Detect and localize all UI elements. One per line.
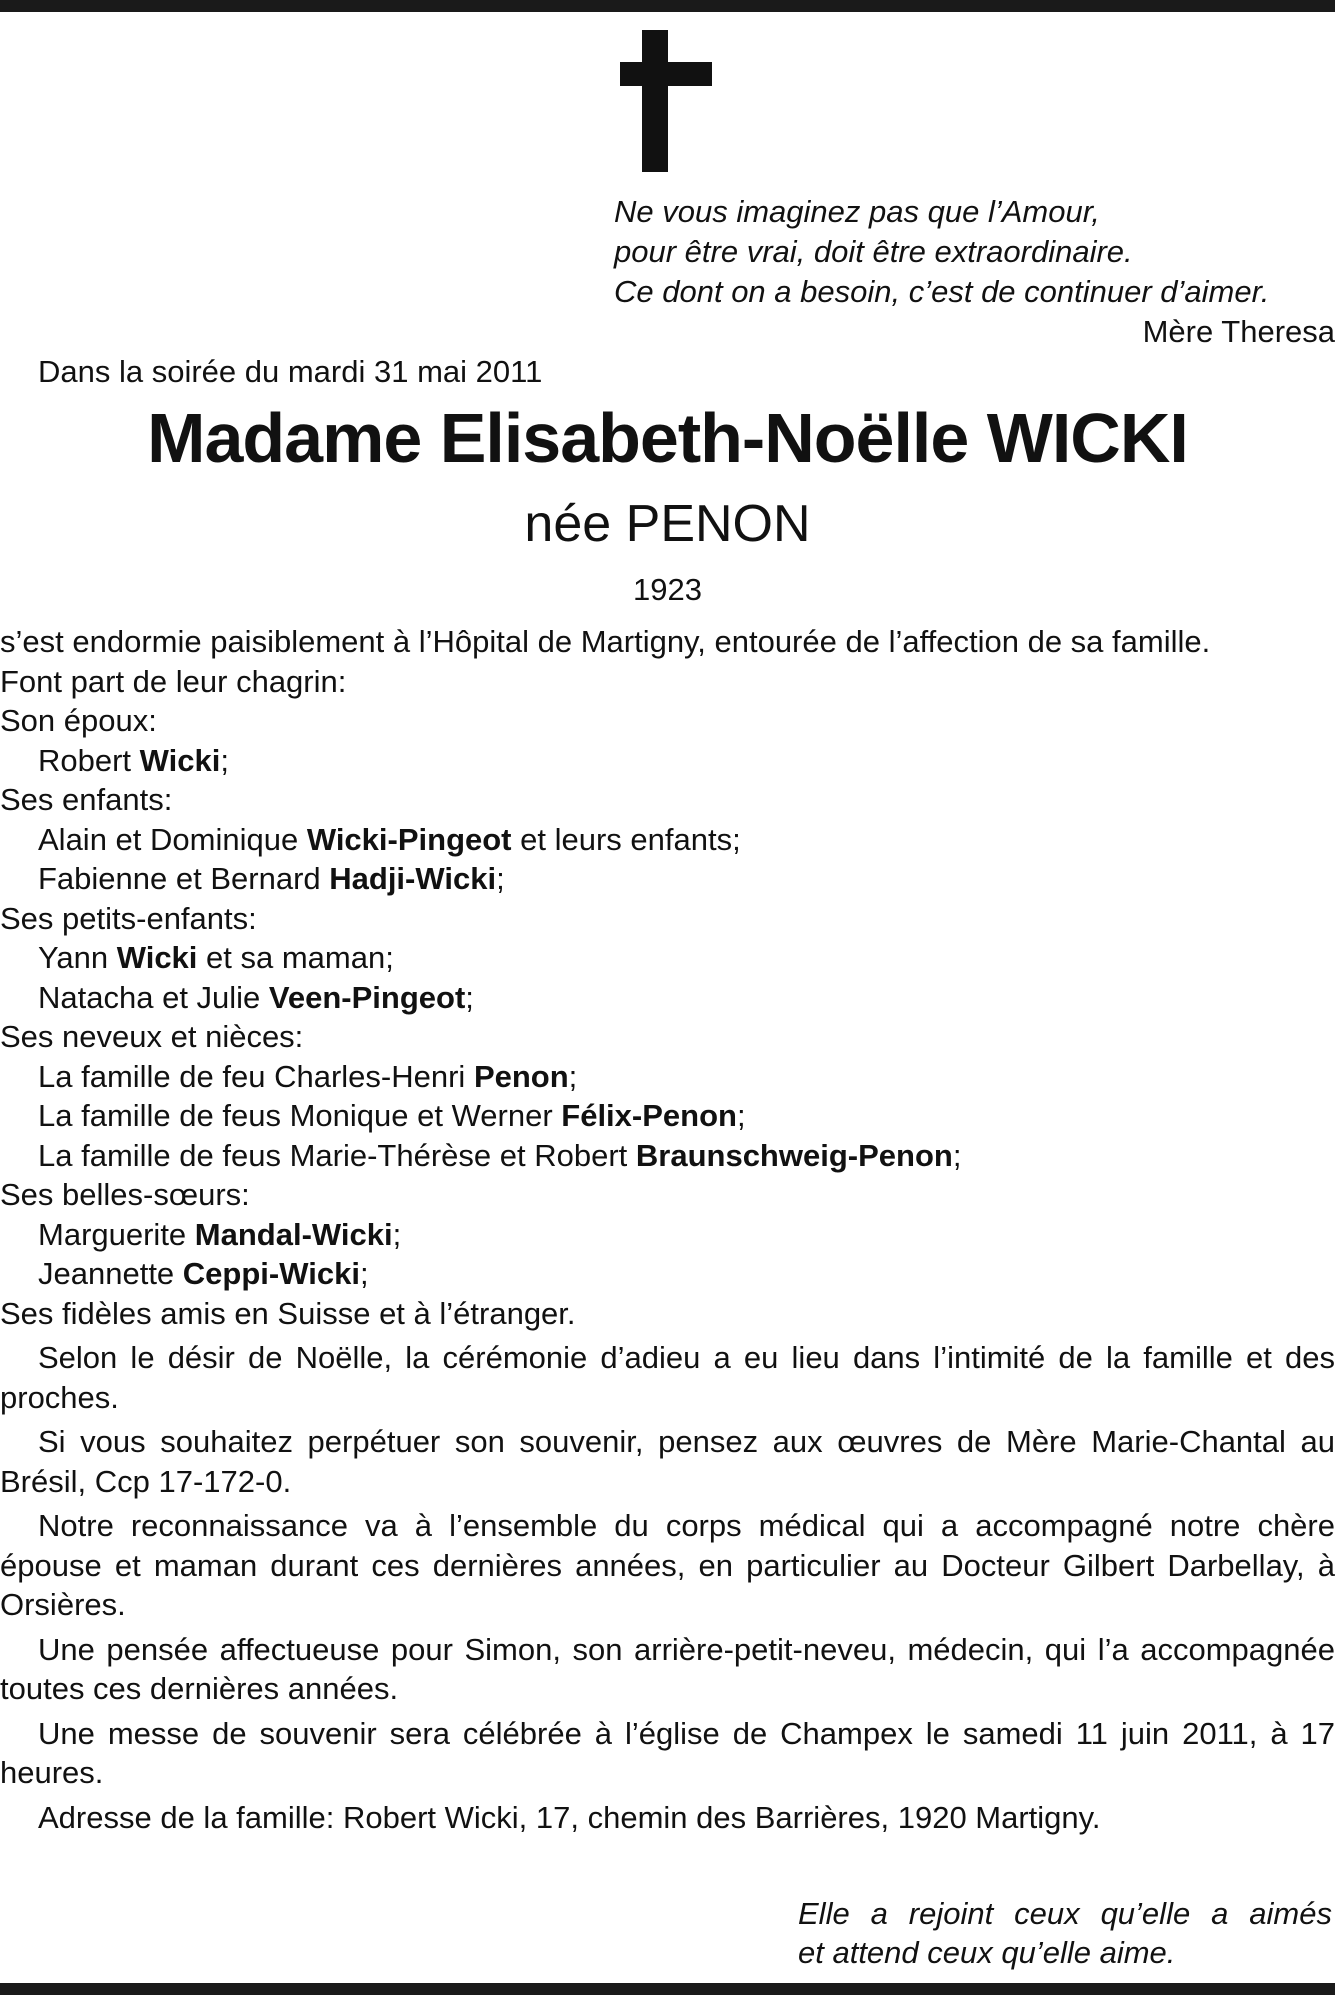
family-surname: Wicki xyxy=(116,940,198,975)
family-surname: Hadji-Wicki xyxy=(329,861,497,896)
epigraph-line: Ne vous imaginez pas que l’Amour, xyxy=(614,194,1100,229)
family-member xyxy=(0,1096,1335,1136)
epigraph-line: pour être vrai, doit être extraordinaire. xyxy=(614,234,1133,269)
notice-paragraph: Une messe de souvenir sera célébrée à l’église de Champex le samedi 11 juin 2011, à 17 heures. xyxy=(0,1715,1335,1790)
notice-paragraph: Adresse de la famille: Robert Wicki, 17, chemin des Barrières, 1920 Martigny. xyxy=(38,1799,1101,1835)
family-member-text: La famille de feus Monique et Werner xyxy=(38,1098,562,1133)
family-member-text: Robert xyxy=(38,742,140,778)
family-surname: Félix-Penon xyxy=(561,1098,737,1133)
birth-year: 1923 xyxy=(633,572,702,607)
notice-paragraph: Si vous souhaitez perpétuer son souvenir, pensez aux œuvres de Mère Marie-Chantal au Brésil, Ccp 17-172-0. xyxy=(0,1424,1335,1499)
family-member-text: ; xyxy=(359,1256,369,1291)
family-member-text: Yann xyxy=(38,940,117,975)
family-member xyxy=(0,1136,1335,1176)
epigraph xyxy=(614,192,1334,312)
family-member xyxy=(0,859,1335,899)
family-surname: Penon xyxy=(473,1058,569,1094)
font-part-text: Font part de leur chagrin: xyxy=(0,663,347,699)
notice-paragraph: Une pensée affectueuse pour Simon, son arrière-petit-neveu, médecin, qui l’a accompagnée toutes ces dernières années. xyxy=(0,1631,1335,1706)
family-group-heading: Ses petits-enfants: xyxy=(0,900,257,936)
friends-text: Ses fidèles amis en Suisse et à l’étranger. xyxy=(0,1295,576,1331)
epigraph-author: Mère Theresa xyxy=(1142,314,1335,349)
cross-icon-svg xyxy=(0,0,1335,180)
family-member-text: Alain et Dominique xyxy=(38,821,307,857)
closing-line: et attend ceux qu’elle aime. xyxy=(798,1935,1176,1970)
family-member-text: La famille de feus Marie-Thérèse et Robert xyxy=(38,1137,636,1173)
family-member-text: Natacha et Julie xyxy=(38,979,269,1015)
notice-paragraph: Notre reconnaissance va à l’ensemble du corps médical qui a accompagné notre chère épouse et maman durant ces dernières années, en particulier au Docteur Gilbert Darbellay, à Orsières. xyxy=(0,1508,1335,1622)
family-surname: Ceppi-Wicki xyxy=(182,1256,360,1291)
family-member xyxy=(0,1215,1335,1255)
notice-body xyxy=(0,622,1335,1837)
family-member-text: ; xyxy=(496,861,505,896)
family-member-text: ; xyxy=(465,979,474,1015)
family-member xyxy=(0,1057,1335,1097)
family-surname: Braunschweig-Penon xyxy=(635,1137,953,1173)
closing-line: Elle a rejoint ceux qu’elle a aimés xyxy=(798,1896,1332,1931)
closing-verse xyxy=(798,1894,1332,1972)
family-group-heading: Ses belles-sœurs: xyxy=(0,1177,250,1212)
family-surname: Wicki-Pingeot xyxy=(306,821,512,857)
family-member xyxy=(0,741,1335,781)
family-member-text: Jeannette xyxy=(38,1256,183,1291)
family-group-heading: Ses neveux et nièces: xyxy=(0,1019,304,1054)
death-date-line: Dans la soirée du mardi 31 mai 2011 xyxy=(38,354,543,389)
maiden-name: née PENON xyxy=(524,495,811,553)
bottom-rule xyxy=(0,1983,1335,1995)
family-member-text: et sa maman; xyxy=(197,940,394,975)
family-member-text: ; xyxy=(736,1098,746,1133)
family-member-text: ; xyxy=(568,1058,578,1094)
family-surname: Mandal-Wicki xyxy=(194,1216,393,1252)
family-member xyxy=(0,1254,1335,1294)
family-list xyxy=(0,701,1335,1294)
family-member-text: Marguerite xyxy=(38,1216,195,1252)
notice-paragraph: Selon le désir de Noëlle, la cérémonie d’adieu a eu lieu dans l’intimité de la famille et des proches. xyxy=(0,1340,1335,1415)
family-member-text: ; xyxy=(952,1137,962,1173)
family-group-heading: Ses enfants: xyxy=(0,782,173,817)
family-member-text: et leurs enfants; xyxy=(511,821,741,857)
family-member-text: ; xyxy=(220,742,229,778)
intro-text: s’est endormie paisiblement à l’Hôpital de Martigny, entourée de l’affection de sa famille. xyxy=(0,624,1211,659)
family-member xyxy=(0,978,1335,1018)
family-member-text: ; xyxy=(392,1216,402,1252)
paragraphs xyxy=(0,1338,1335,1837)
family-member xyxy=(0,820,1335,860)
family-group-heading: Son époux: xyxy=(0,703,157,738)
family-surname: Veen-Pingeot xyxy=(268,979,466,1015)
epigraph-line: Ce dont on a besoin, c’est de continuer d’aimer. xyxy=(614,274,1270,309)
family-surname: Wicki xyxy=(139,742,221,778)
family-member-text: La famille de feu Charles-Henri xyxy=(38,1058,474,1094)
family-member xyxy=(0,938,1335,978)
family-member-text: Fabienne et Bernard xyxy=(38,861,330,896)
deceased-name: Madame Elisabeth-Noëlle WICKI xyxy=(147,399,1188,477)
